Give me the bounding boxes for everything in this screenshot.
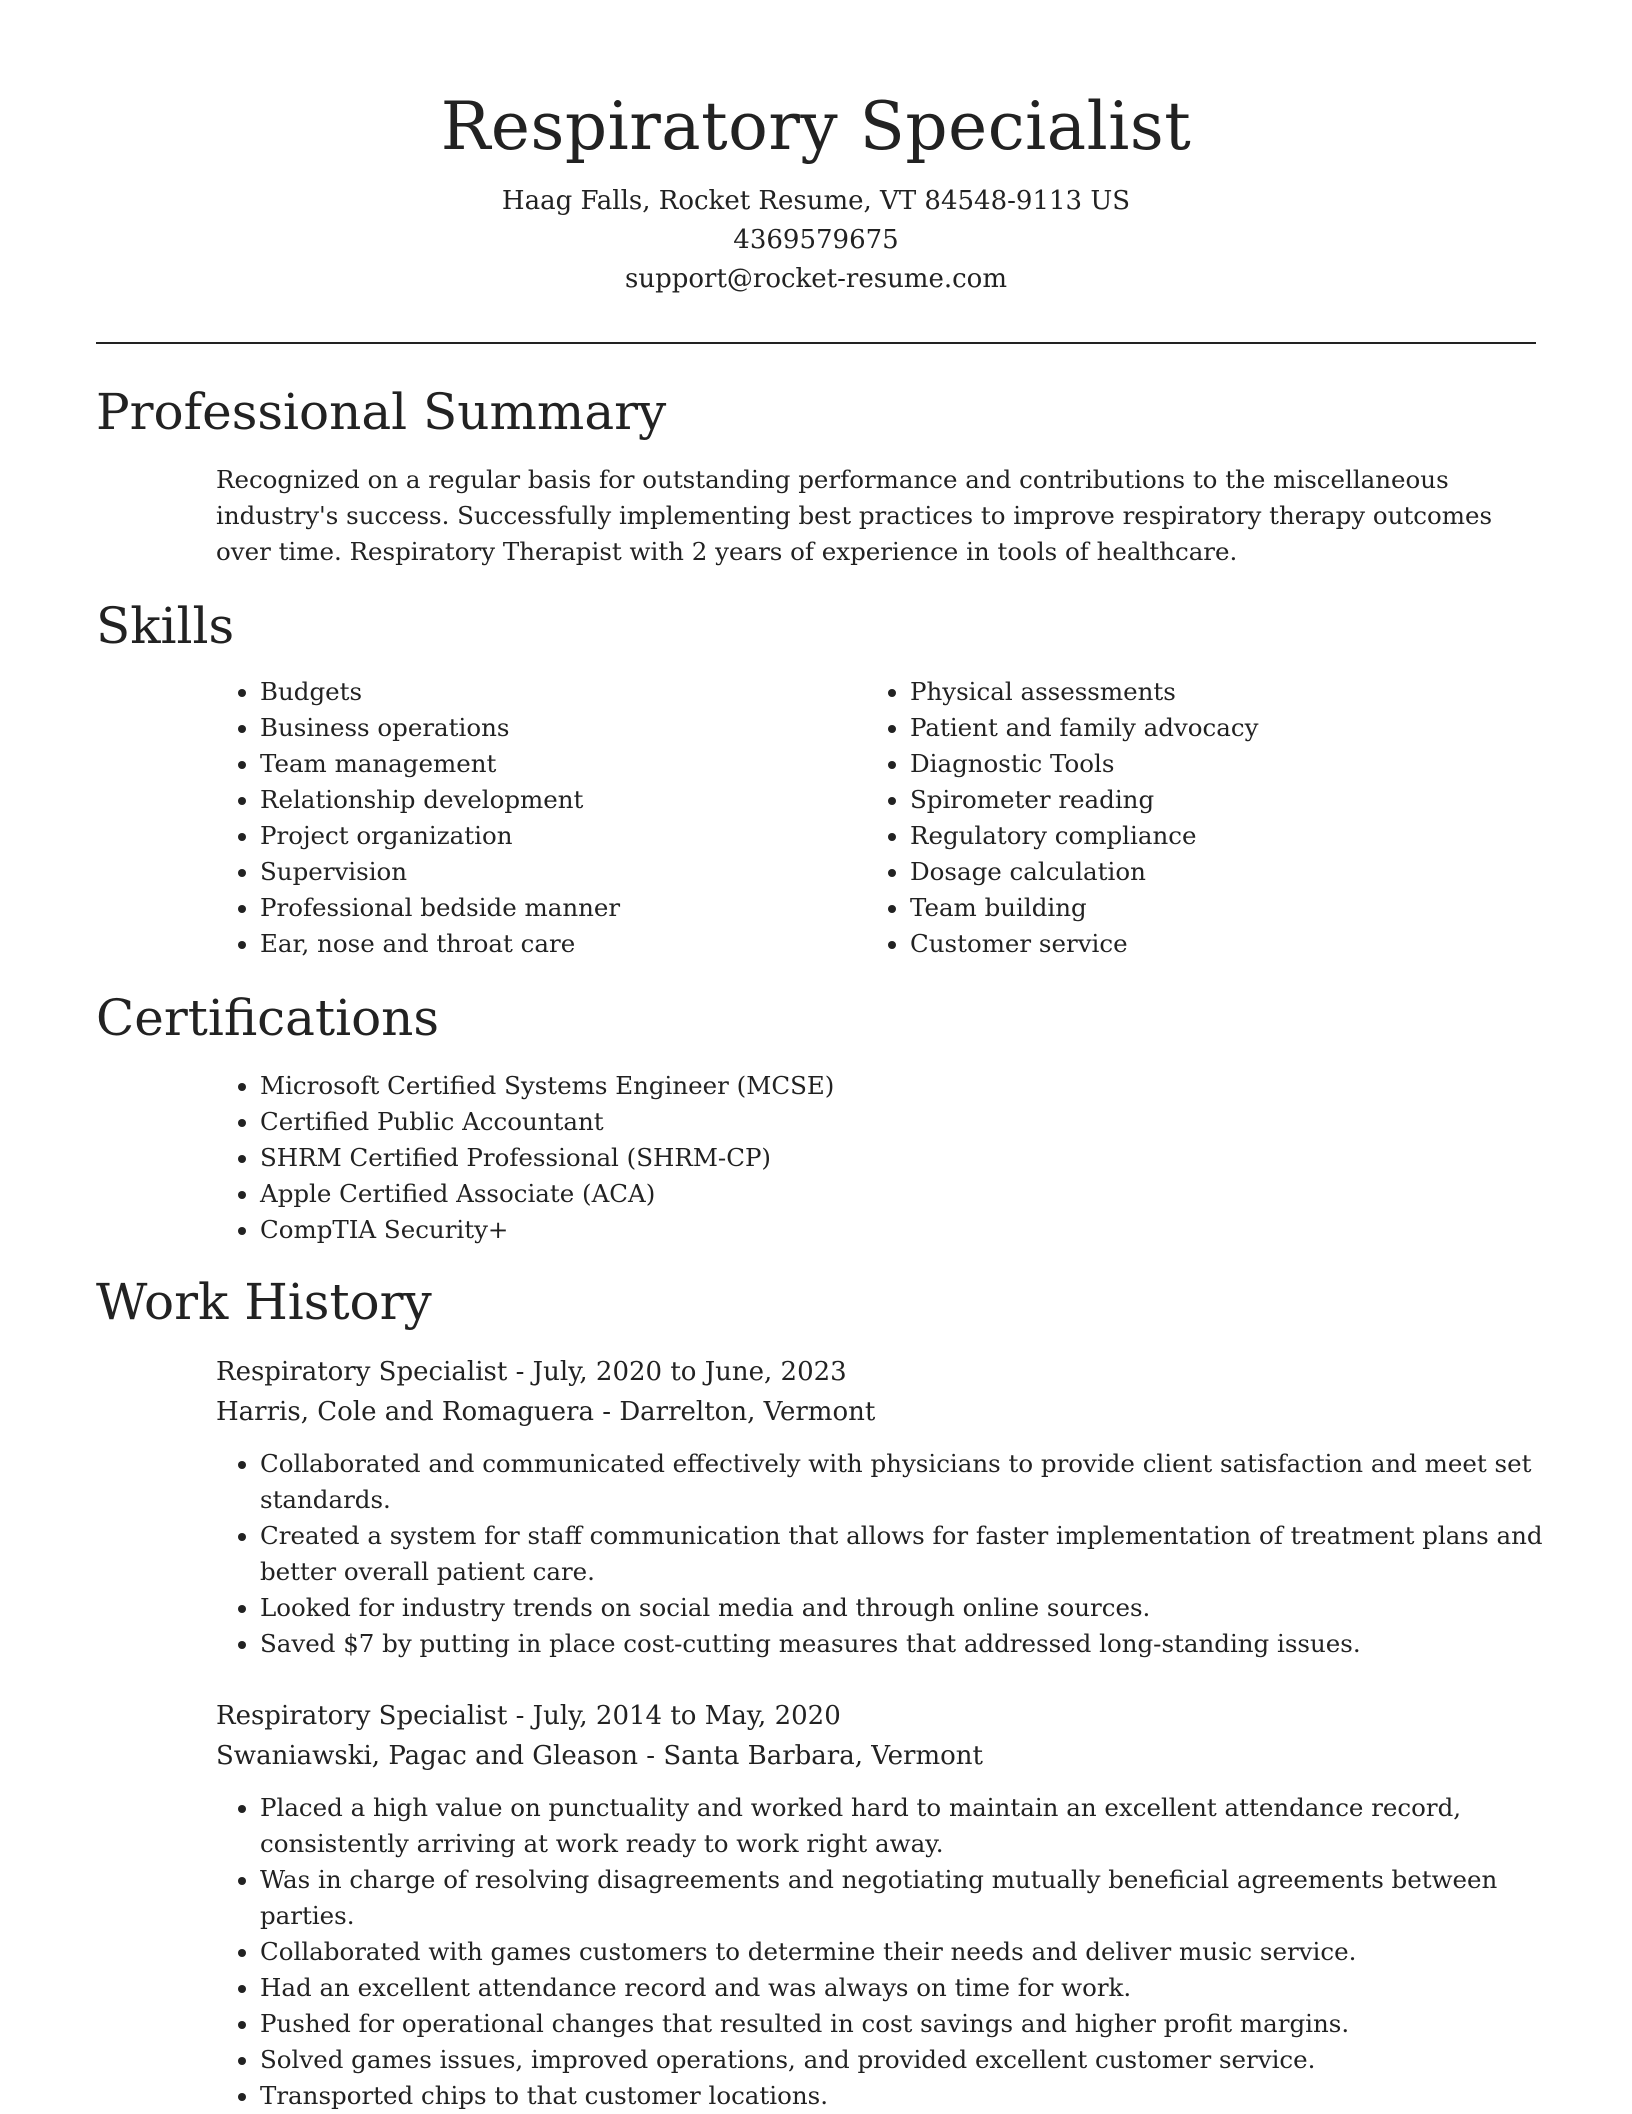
job-bullet: • Collaborated and communicated effectively with physicians to provide client satisfaction and meet set standards. [260,1446,1560,1518]
contact-address: Haag Falls, Rocket Resume, VT 84548-9113 US [501,186,1131,216]
summary-heading: Professional Summary [96,383,667,441]
work-history-heading: Work History [96,1273,432,1331]
job-bullet: • Saved $7 by putting in place cost-cutting measures that addressed long-standing issues. [260,1626,1560,1662]
certification-item: • CompTIA Security+ [260,1212,1560,1248]
skill-item: • Ear, nose and throat care [260,926,820,962]
job-bullet: • Solved games issues, improved operations, and provided excellent customer service. [260,2042,1560,2078]
skills-list-right [866,674,1510,962]
summary-text: Recognized on a regular basis for outstanding performance and contributions to the miscellaneous industry's success. Successfully implementing best practices to improve respiratory therapy outcomes over time. Respiratory Therapist with 2 years of experience in tools of healthcare. [216,465,1493,566]
job-1-header [216,1352,875,1432]
separator: - [507,1357,533,1387]
skill-item: • Professional bedside manner [260,890,820,926]
contact-phone: 4369579675 [733,225,899,255]
job-bullet: • Collaborated with games customers to determine their needs and deliver music service. [260,1934,1560,1970]
separator: - [593,1397,620,1427]
skills-heading: Skills [96,597,235,655]
job-bullet: • Transported chips to that customer locations. [260,2078,1560,2114]
skill-item: • Team management [260,746,820,782]
job-2-company-line [216,1736,983,1776]
skill-item: • Patient and family advocacy [910,710,1510,746]
certification-item: • SHRM Certified Professional (SHRM-CP) [260,1140,1560,1176]
job-location: Santa Barbara, Vermont [663,1741,983,1771]
job-2-bullets [216,1790,1560,2114]
certification-item: • Microsoft Certified Systems Engineer (MCSE) [260,1068,1560,1104]
candidate-name: Respiratory Specialist [440,88,1192,165]
job-bullet: • Placed a high value on punctuality and worked hard to maintain an excellent attendance record, consistently arriving at work ready to work right away. [260,1790,1560,1862]
skill-item: • Physical assessments [910,674,1510,710]
skill-item: • Team building [910,890,1510,926]
skill-item: • Dosage calculation [910,854,1510,890]
job-title: Respiratory Specialist [216,1357,508,1387]
certifications-list [216,1068,1560,1248]
job-1-title-line [216,1352,875,1392]
job-1-company-line [216,1392,875,1432]
skills-list-left [216,674,820,962]
skill-item: • Spirometer reading [910,782,1510,818]
job-bullet: • Was in charge of resolving disagreements and negotiating mutually beneficial agreements between parties. [260,1862,1560,1934]
separator: - [507,1701,533,1731]
skill-item: • Regulatory compliance [910,818,1510,854]
job-bullet: • Created a system for staff communication that allows for faster implementation of treatment plans and better overall patient care. [260,1518,1560,1590]
skill-item: • Relationship development [260,782,820,818]
skill-item: • Project organization [260,818,820,854]
job-bullet: • Pushed for operational changes that resulted in cost savings and higher profit margins. [260,2006,1560,2042]
certifications-heading: Certifications [96,989,440,1047]
job-dates: July, 2014 to May, 2020 [532,1701,841,1731]
skill-item: • Customer service [910,926,1510,962]
skill-item: • Business operations [260,710,820,746]
resume-header [0,82,1632,299]
skill-item: • Budgets [260,674,820,710]
job-1-bullets [216,1446,1560,1662]
certification-item: • Apple Certified Associate (ACA) [260,1176,1560,1212]
skill-item: • Diagnostic Tools [910,746,1510,782]
job-2-header [216,1696,983,1776]
job-company: Harris, Cole and Romaguera [216,1397,594,1427]
separator: - [638,1741,664,1771]
contact-email: support@rocket-resume.com [624,264,1007,294]
job-bullet: • Looked for industry trends on social media and through online sources. [260,1590,1560,1626]
header-divider [96,342,1536,344]
job-2-title-line [216,1696,983,1736]
job-dates: July, 2020 to June, 2023 [532,1357,847,1387]
job-location: Darrelton, Vermont [619,1397,876,1427]
certification-item: • Certified Public Accountant [260,1104,1560,1140]
skill-item: • Supervision [260,854,820,890]
job-bullet: • Had an excellent attendance record and was always on time for work. [260,1970,1560,2006]
job-company: Swaniawski, Pagac and Gleason [216,1741,638,1771]
contact-block [0,182,1632,299]
job-title: Respiratory Specialist [216,1701,508,1731]
